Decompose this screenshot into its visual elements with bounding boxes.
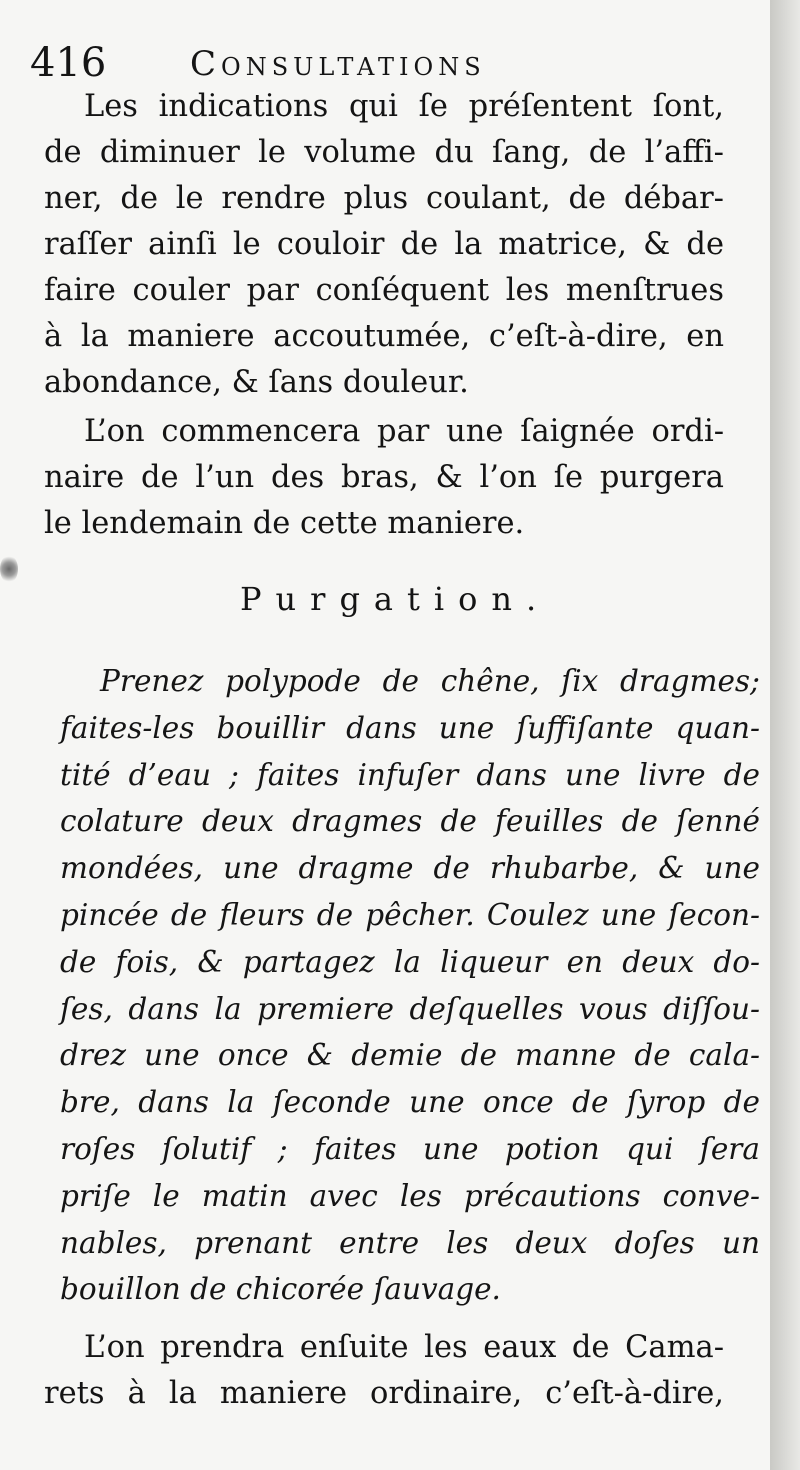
page-number: 416 (30, 40, 107, 86)
text-line: de diminuer le volume du ſang, de l’affi- (44, 135, 724, 170)
paragraph-3 (44, 1325, 724, 1417)
text-line: à la maniere accoutumée, c’eſt-à-dire, en (44, 319, 724, 354)
recipe-line: pincée de fleurs de pêcher. Coulez une ſecon- (60, 897, 760, 932)
text-line: faire couler par conſéquent les menſtrues (44, 273, 724, 308)
text-line: le lendemain de cette maniere. (44, 506, 525, 541)
recipe-line: faites-les bouillir dans une ſuffiſante quan- (60, 710, 760, 745)
running-title: Consultations (190, 44, 486, 84)
page-gutter (770, 0, 800, 1470)
recipe-line: drez une once & demie de manne de cala- (60, 1038, 760, 1073)
text-line: raſſer ainſi le couloir de la matrice, & de (44, 227, 724, 262)
text-line: rets à la maniere ordinaire, c’eſt-à-dire, (44, 1376, 724, 1411)
text-line: Les indications qui ſe préſentent ſont, (84, 89, 724, 124)
text-line: L’on commencera par une ſaignée ordi- (84, 414, 724, 449)
text-line: ner, de le rendre plus coulant, de débar- (44, 181, 724, 216)
recipe-line: tité d’eau ; faites infuſer dans une livre de (60, 757, 760, 792)
section-title: Purgation. (240, 580, 551, 618)
recipe-line: colature deux dragmes de feuilles de ſenné (60, 804, 760, 839)
page-header (30, 40, 750, 86)
recipe-line: de fois, & partagez la liqueur en deux do- (60, 944, 760, 979)
paragraph-1 (44, 84, 724, 406)
text-line: abondance, & ſans douleur. (44, 365, 469, 400)
recipe-line: nables, prenant entre les deux doſes un (60, 1225, 760, 1260)
recipe-block (60, 658, 760, 1313)
ink-stain (0, 555, 18, 583)
recipe-line: ſes, dans la premiere deſquelles vous diſſou- (60, 991, 760, 1026)
recipe-line: priſe le matin avec les précautions conve- (60, 1178, 760, 1213)
recipe-line: bouillon de chicorée ſauvage. (60, 1272, 501, 1307)
recipe-line: mondées, une dragme de rhubarbe, & une (60, 851, 760, 886)
recipe-line: roſes ſolutif ; faites une potion qui ſera (60, 1131, 760, 1166)
paragraph-2 (44, 409, 724, 547)
recipe-line: bre, dans la ſeconde une once de ſyrop de (60, 1085, 760, 1120)
text-line: naire de l’un des bras, & l’on ſe purgera (44, 460, 724, 495)
text-line: L’on prendra enſuite les eaux de Cama- (84, 1330, 724, 1365)
recipe-line: Prenez polypode de chêne, ſix dragmes; (100, 664, 760, 698)
